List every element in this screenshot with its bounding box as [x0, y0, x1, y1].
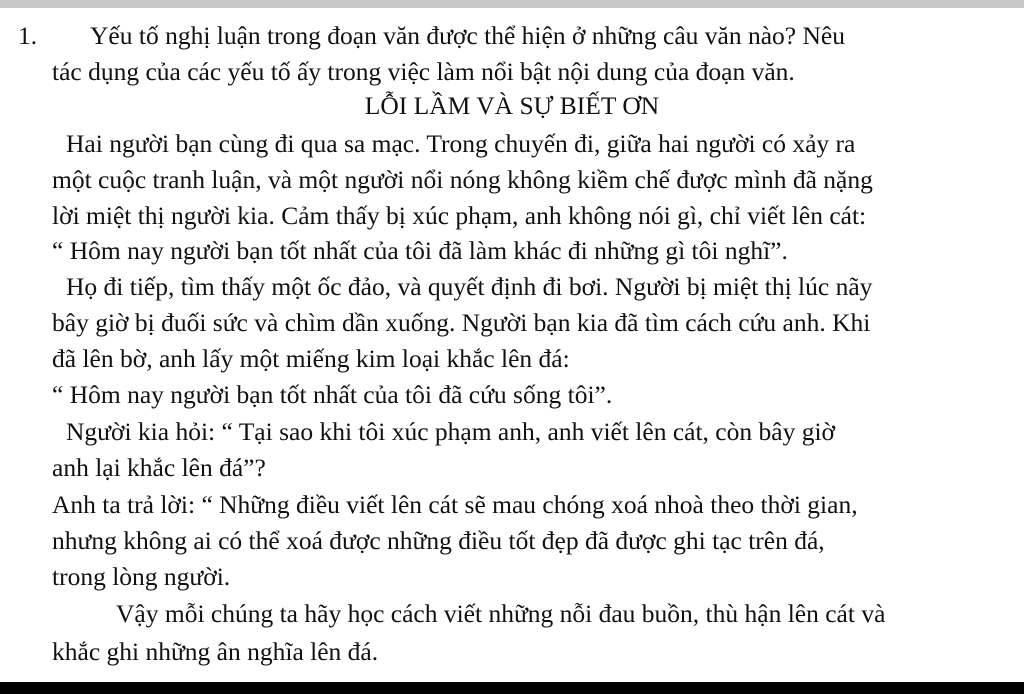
story-line-8: “ Hôm nay người bạn tốt nhất của tôi đã cứu sống tôi”. — [52, 380, 613, 409]
story-line-9: Người kia hỏi: “ Tại sao khi tôi xúc phạm anh, anh viết lên cát, còn bây giờ — [66, 417, 836, 446]
story-line-6: bây giờ bị đuối sức và chìm dần xuống. Người bạn kia đã tìm cách cứu anh. Khi — [52, 308, 871, 337]
story-line-10: anh lại khắc lên đá”? — [52, 453, 266, 482]
story-line-7: đã lên bờ, anh lấy một miếng kim loại khắc lên đá: — [52, 344, 570, 373]
story-line-5: Họ đi tiếp, tìm thấy một ốc đảo, và quyết định đi bơi. Người bị miệt thị lúc nãy — [66, 272, 873, 301]
story-title: LỖI LẦM VÀ SỰ BIẾT ƠN — [364, 91, 660, 120]
story-line-14: Vậy mỗi chúng ta hãy học cách viết những nỗi đau buồn, thù hận lên cát và — [116, 599, 886, 628]
story-line-4: “ Hôm nay người bạn tốt nhất của tôi đã làm khác đi những gì tôi nghĩ”. — [52, 236, 788, 265]
question-number: 1. — [18, 21, 38, 50]
document-page — [0, 14, 1024, 664]
top-border — [0, 0, 1024, 8]
story-line-1: Hai người bạn cùng đi qua sa mạc. Trong chuyến đi, giữa hai người có xảy ra — [66, 129, 856, 158]
question-line-2: tác dụng của các yếu tố ấy trong việc làm nổi bật nội dung của đoạn văn. — [52, 57, 795, 86]
question-line-1: Yếu tố nghị luận trong đoạn văn được thể hiện ở những câu văn nào? Nêu — [90, 21, 845, 50]
story-line-12: nhưng không ai có thể xoá được những điều tốt đẹp đã được ghi tạc trên đá, — [52, 526, 825, 555]
story-line-3: lời miệt thị người kia. Cảm thấy bị xúc phạm, anh không nói gì, chỉ viết lên cát: — [52, 201, 867, 230]
story-line-13: trong lòng người. — [52, 562, 231, 591]
story-line-15: khắc ghi những ân nghĩa lên đá. — [52, 637, 379, 666]
story-line-11: Anh ta trả lời: “ Những điều viết lên cát sẽ mau chóng xoá nhoà theo thời gian, — [52, 490, 858, 519]
story-line-2: một cuộc tranh luận, và một người nổi nóng không kiềm chế được mình đã nặng — [52, 165, 873, 194]
bottom-border — [0, 682, 1024, 694]
